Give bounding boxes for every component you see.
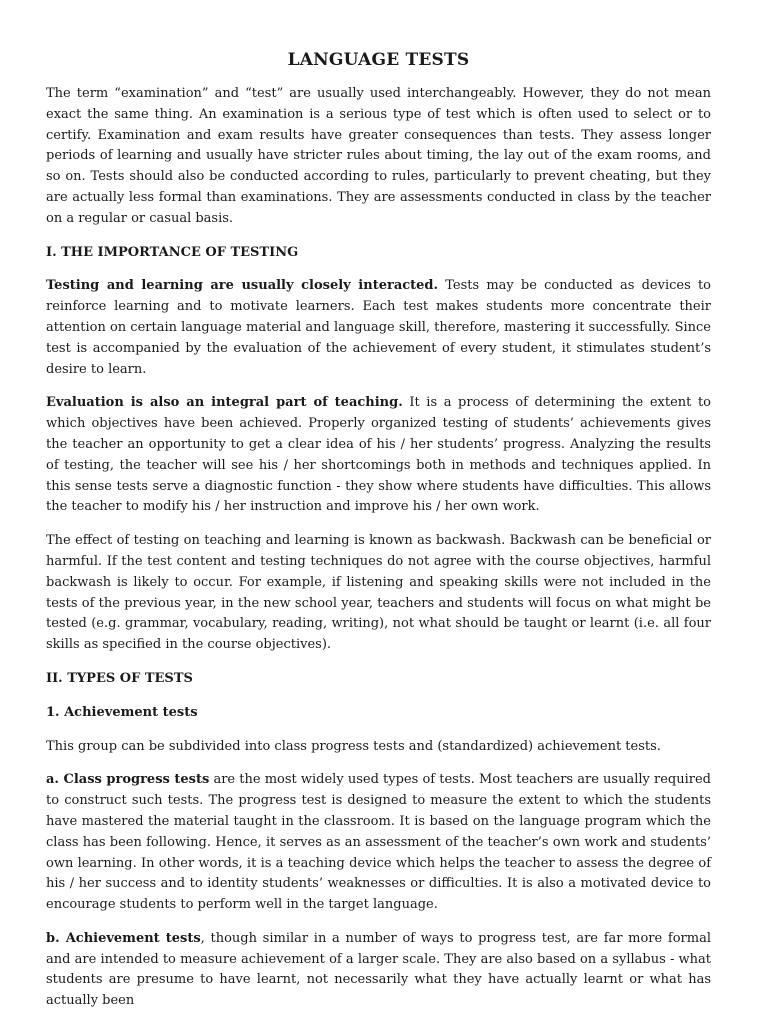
page-title: LANGUAGE TESTS (287, 50, 470, 70)
paragraph-body: Tests may be conducted as devices to reinforce learning and to motivate learners. Each test makes students more concentrate their attention on certain language material and language skill, therefore, mastering it successfully. Since test is accompanied by the evaluation of the achievement of every student, it stimulates student’s desire to learn. (46, 278, 711, 377)
subsection-heading-achievement: 1. Achievement tests (46, 704, 198, 720)
section-heading-types: II. TYPES OF TESTS (46, 670, 193, 686)
paragraph-testing-learning (46, 276, 711, 380)
intro-paragraph: The term “examination” and “test” are usually used interchangeably. However, they do not mean exact the same thing. An examination is a serious type of test which is often used to select or to certify. Examination and exam results have greater consequences than tests. They assess longer periods of learning and usually have stricter rules about timing, the lay out of the exam rooms, and so on. Tests should also be conducted according to rules, particularly to prevent cheating, but they are actually less formal than examinations. They are assessments conducted in class by the teacher on a regular or casual basis. (46, 86, 711, 226)
paragraph-subdivision: This group can be subdivided into class progress tests and (standardized) achievement tests. (46, 738, 661, 754)
paragraph-body: are the most widely used types of tests. Most teachers are usually required to construct such tests. The progress test is designed to measure the extent to which the students have mastered the material taught in the classroom. It is based on the language program which the class has been following. Hence, it serves as an assessment of the teacher’s own work and students’ own learning. In other words, it is a teaching device which helps the teacher to assess the degree of his / her success and to identity students’ weaknesses or difficulties. It is also a motivated device to encourage students to perform well in the target language. (46, 772, 711, 913)
paragraph-lead: Evaluation is also an integral part of teaching. (46, 395, 403, 411)
document-page (46, 48, 711, 1012)
paragraph-achievement-tests (46, 929, 711, 1012)
paragraph-lead: b. Achievement tests (46, 930, 201, 946)
paragraph-class-progress-tests (46, 770, 711, 916)
paragraph-body: , though similar in a number of ways to progress test, are far more formal and are intended to measure achievement of a larger scale. They are also based on a syllabus - what students are presume to have learnt, not necessarily what they have actually learnt or what has actually been (46, 930, 711, 1009)
paragraph-evaluation (46, 393, 711, 518)
paragraph-body: It is a process of determining the extent to which objectives have been achieved. Properly organized testing of students’ achievements gives the teacher an opportunity to get a clear idea of his / her students’ progress. Analyzing the results of testing, the teacher will see his / her shortcomings both in methods and techniques applied. In this sense tests serve a diagnostic function - they show where students have difficulties. This allows the teacher to modify his / her instruction and improve his / her own work. (46, 395, 712, 515)
paragraph-backwash: The effect of testing on teaching and learning is known as backwash. Backwash can be beneficial or harmful. If the test content and testing techniques do not agree with the course objectives, harmful backwash is likely to occur. For example, if listening and speaking skills were not included in the tests of the previous year, in the new school year, teachers and students will focus on what might be tested (e.g. grammar, vocabulary, reading, writing), not what should be taught or learnt (i.e. all four skills as specified in the course objectives). (46, 533, 711, 653)
section-heading-importance: I. THE IMPORTANCE OF TESTING (46, 244, 299, 260)
paragraph-lead: Testing and learning are usually closely interacted. (46, 278, 439, 294)
paragraph-lead: a. Class progress tests (46, 772, 210, 788)
